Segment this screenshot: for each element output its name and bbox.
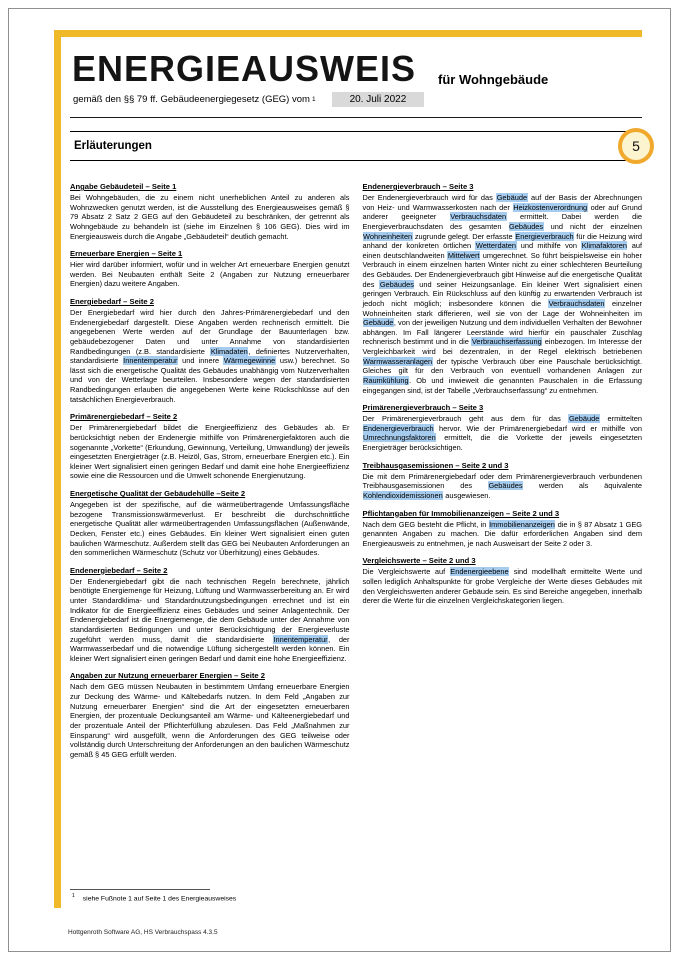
law-reference-row [73, 92, 424, 107]
field-highlight[interactable]: Immobilienanzeigen [489, 519, 555, 529]
field-highlight[interactable]: Umrechnungsfaktoren [363, 433, 436, 443]
field-highlight[interactable]: Wetterdaten [475, 241, 516, 251]
field-highlight[interactable]: Verbrauchsdaten [548, 298, 605, 308]
accent-bar-left [54, 30, 61, 908]
entry-body: Nach dem GEG besteht die Pflicht, in Immobilienanzeigen die in § 87 Absatz 1 GEG genannten Angaben zu machen. Die dafür erforderlichen Angaben sind dem Energieausweis zu entnehmen, je nach Ausweisart der Seite 2 oder 3. [362, 519, 642, 548]
column-left [70, 182, 350, 767]
entry-heading: Primärenergiebedarf – Seite 2 [70, 412, 178, 422]
entry-heading: Angabe Gebäudeteil – Seite 1 [70, 182, 177, 191]
field-highlight[interactable]: Mittelwert [447, 250, 480, 260]
entry-heading: Angaben zur Nutzung erneuerbarer Energien – Seite 2 [70, 671, 265, 681]
entry-body: Nach dem GEG müssen Neubauten in bestimmtem Umfang erneuerbare Energien zur Deckung des Wärme- und Kältebedarfs nutzen. In dem Feld „Angaben zur Nutzung erneuerbarer Energien“ sind die Art der eingesetzten erneuerbaren Energien, der prozentuale Deckungsanteil am Wärme- und Kälteenergiebedarf und der prozentuale Anteil der Pflichterfüllung abzulesen. Das Feld „Maßnahmen zur Einsparung“ wird ausgefüllt, wenn die Anforderungen des GEG teilweise oder vollständig durch Unterschreitung der Anforderungen an den baulichen Wärmeschutz gemäß § 45 GEG erfüllt werden. [70, 682, 350, 759]
field-highlight[interactable]: Verbrauchsdaten [450, 212, 507, 222]
issue-date-field[interactable]: 20. Juli 2022 [332, 92, 425, 107]
section-pflichtangaben-immobilienanzeigen [363, 509, 643, 549]
entry-body: Der Primärenergiebedarf bildet die Energieeffizienz des Gebäudes ab. Er berücksichtigt neben der Endenergie mithilfe von Primärenergiefaktoren auch die sogenannte „Vorkette“ (Erkundung, Gewinnung, Verteilung, Umwandlung) der jeweils eingesetzten Energieträger (z.B. Heizöl, Gas, Strom, erneuerbare Energien etc.). Ein kleiner Wert signalisiert einen geringen Bedarf und damit eine hohe Energieeffizienz sowie eine die Ressourcen und die Umwelt schonende Energienutzung. [70, 423, 350, 481]
field-highlight[interactable]: Innentemperatur [123, 356, 178, 366]
field-highlight[interactable]: Heizkostenverordnung [513, 202, 588, 212]
entry-heading: Treibhausgasemissionen – Seite 2 und 3 [362, 460, 509, 470]
section-primaerenergiebedarf [70, 412, 350, 481]
section-header-bar [70, 131, 642, 161]
section-title: Erläuterungen [74, 140, 152, 152]
field-highlight[interactable]: Gebäude [568, 414, 600, 424]
footnote [72, 893, 236, 902]
entry-heading: Pflichtangaben für Immobilienanzeigen – Seite 2 und 3 [362, 508, 560, 518]
document-title: ENERGIEAUSWEIS [72, 48, 417, 89]
entry-heading: Primärenergieverbrauch – Seite 3 [362, 403, 484, 413]
footnote-marker: 1 [311, 96, 316, 103]
field-highlight[interactable]: Kohlendioxidemissionen [363, 490, 443, 500]
document-subtitle: für Wohngebäude [438, 72, 549, 87]
field-highlight[interactable]: Raumkühlung [363, 375, 409, 385]
field-highlight[interactable]: Gebäudes [379, 279, 414, 289]
entry-body: Angegeben ist der spezifische, auf die wärmeübertragende Umfassungsfläche bezogene Transmissionswärmeverlust. Er beschreibt die durchschnittliche energetische Qualität aller wärmeübertragenden Umfassungsflächen (Außenwände, Decken, Fenster etc.) eines Gebäudes. Ein kleiner Wert signalisiert einen guten baulichen Wärmeschutz. Außerdem stellt das GEG bei Neubauten Anforderungen an den sommerlichen Wärmeschutz (Schutz vor Überhitzung) eines Gebäudes. [70, 500, 350, 558]
section-treibhausgasemissionen [363, 461, 643, 501]
field-highlight[interactable]: Gebäude [363, 318, 394, 328]
field-highlight[interactable]: Gebäudes [509, 221, 544, 231]
explanations-body [70, 182, 642, 767]
section-vergleichswerte [363, 556, 643, 606]
section-primaerenergieverbrauch [363, 403, 643, 453]
entry-heading: Energiebedarf – Seite 2 [70, 297, 154, 306]
field-highlight[interactable]: Klimafaktoren [581, 241, 627, 251]
entry-heading: Erneuerbare Energien – Seite 1 [70, 249, 183, 259]
field-highlight[interactable]: Endenergieverbrauch [363, 423, 434, 433]
field-highlight[interactable]: Endenergieebene [450, 567, 509, 577]
entry-body: Hier wird darüber informiert, wofür und in welcher Art erneuerbare Energien genutzt werden. Bei Neubauten enthält Seite 2 (Angaben zur Nutzung erneuerbarer Energien) dazu weitere Angaben. [70, 260, 350, 289]
entry-body: Der Primärenergieverbrauch geht aus dem für das Gebäude ermittelten Endenergieverbrauch hervor. Wie der Primärenergiebedarf wird er mithilfe von Umrechnungsfaktoren ermittelt, die die Vorkette der jeweils eingesetzten Energieträger berücksichtigen. [362, 414, 643, 452]
entry-heading: Endenergiebedarf – Seite 2 [70, 565, 168, 575]
entry-heading: Energetische Qualität der Gebäudehülle –Seite 2 [70, 489, 246, 498]
entry-heading: Vergleichswerte – Seite 2 und 3 [362, 556, 476, 566]
footnote-number: 1 [72, 893, 75, 899]
section-energetische-qualitaet-gebaeudehuelle [70, 489, 350, 558]
entry-body: Der Energiebedarf wird hier durch den Jahres-Primärenergiebedarf und den Endenergiebedarf dargestellt. Diese Angaben werden rechnerisch ermittelt. Die angegebenen Werte werden auf der Grundlage der Bauunterlagen bzw. gebäudebezogener Daten und unter Annahme von standardisierten Randbedingungen (z.B. standardisierte Klimadaten, definiertes Nutzerverhalten, standardisierte Innentemperatur und innere Wärmegewinne usw.) berechnet. So lässt sich die energetische Qualität des Gebäudes unabhängig vom Nutzerverhalten und von der Wetterlage beurteilen. Insbesondere wegen der standardisierten Randbedingungen erlauben die angegebenen Werte keine Rückschlüsse auf den tatsächlichen Energieverbrauch. [70, 308, 350, 404]
entry-body: Die mit dem Primärenergiebedarf oder dem Primärenergieverbrauch verbundenen Treibhausgasemissionen des Gebäudes werden als äquivalente Kohlendioxidemissionen ausgewiesen. [362, 471, 642, 500]
field-highlight[interactable]: Wärmegewinne [223, 356, 276, 366]
header-divider [70, 117, 642, 118]
field-highlight[interactable]: Wohneinheiten [363, 231, 413, 241]
section-endenergiebedarf [70, 566, 350, 664]
software-credit: Hottgenroth Software AG, HS Verbrauchspass 4.3.5 [68, 929, 218, 936]
section-erneuerbare-energien [70, 249, 350, 289]
accent-bar-top [54, 30, 642, 37]
column-right [363, 182, 643, 767]
field-highlight[interactable]: Gebäude [496, 193, 528, 202]
field-highlight[interactable]: Gebäudes [488, 481, 523, 491]
entry-heading: Endenergieverbrauch – Seite 3 [362, 182, 474, 191]
law-reference-text: gemäß den §§ 79 ff. Gebäudeenergiegesetz (GEG) vom [73, 94, 310, 105]
field-highlight[interactable]: Energieverbrauch [515, 231, 574, 241]
entry-body: Bei Wohngebäuden, die zu einem nicht unerheblichen Anteil zu anderen als Wohnzwecken genutzt werden, ist die Ausstellung des Energieausweises gemäß § 79 Absatz 2 Satz 2 GEG auf den Gebäudeteil zu beschränken, der getrennt als Wohngebäude zu behandeln ist (siehe im Einzelnen § 106 GEG). Dies wird im Energieausweis durch die Angabe „Gebäudeteil“ deutlich gemacht. [70, 193, 350, 241]
section-angaben-nutzung-erneuerbarer-energien [70, 671, 350, 759]
footnote-text: siehe Fußnote 1 auf Seite 1 des Energieausweises [82, 895, 237, 903]
field-highlight[interactable]: Innentemperatur [273, 634, 328, 644]
field-highlight[interactable]: Warmwasseranlagen [363, 356, 433, 366]
section-angabe-gebaeudeteil [70, 182, 350, 241]
entry-body: Der Endenergieverbrauch wird für das Gebäude auf der Basis der Abrechnungen von Heiz- und Warmwasserkosten nach der Heizkostenverordnung oder auf Grund anderer geeigneter Verbrauchsdaten ermittelt. Dabei werden die Energieverbrauchsdaten des gesamten Gebäudes und nicht der einzelnen Wohneinheiten zugrunde gelegt. Der erfasste Energieverbrauch für die Heizung wird anhand der konkreten örtlichen Wetterdaten und mithilfe von Klimafaktoren auf einen deutschlandweiten Mittelwert umgerechnet. So führt beispielsweise ein hoher Verbrauch in einem einzelnen harten Winter nicht zu einer schlechteren Beurteilung des Gebäudes. Der Endenergieverbrauch gibt Hinweise auf die energetische Qualität des Gebäudes und seiner Heizungsanlage. Ein kleiner Wert signalisiert einen geringen Verbrauch. Ein Rückschluss auf den künftig zu erwartenden Verbrauch ist jedoch nicht möglich; insbesondere können die Verbrauchsdaten einzelner Wohneinheiten stark differieren, weil sie von der Lage der Wohneinheiten im Gebäude, von der jeweiligen Nutzung und dem individuellen Verhalten der Bewohner abhängen. Im Fall längerer Leerstände wird hierfür ein pauschaler Zuschlag rechnerisch bestimmt und in die Verbrauchserfassung einbezogen. Im Interesse der Vergleichbarkeit wird bei dezentralen, in der Regel elektrisch betriebenen Warmwasseranlagen der typische Verbrauch über eine Pauschale berücksichtigt. Gleiches gilt für den Verbrauch von eventuell vorhandenen Anlagen zur Raumkühlung. Ob und inwieweit die genannten Pauschalen in die Erfassung eingegangen sind, ist der Tabelle „Verbrauchserfassung“ zu entnehmen. [362, 193, 643, 395]
page-number: 5 [632, 138, 640, 154]
footnote-divider [70, 889, 210, 890]
section-energiebedarf [70, 297, 350, 404]
entry-body: Der Endenergiebedarf gibt die nach technischen Regeln berechnete, jährlich benötigte Energiemenge für Heizung, Lüftung und Warmwasserbereitung an. Er wird unter Standardklima- und Standardnutzungsbedingungen errechnet und ist ein Indikator für die Energieeffizienz eines Gebäudes und seiner Anlagentechnik. Der Endenergiebedarf ist die Energiemenge, die dem Gebäude unter der Annahme von standardisierten Bedingungen und unter Berücksichtigung der Energieverluste zugeführt werden muss, damit die standardisierte Innentemperatur, der Warmwasserbedarf und die notwendige Lüftung sichergestellt werden können. Ein kleiner Wert signalisiert einen geringen Bedarf und damit eine hohe Energieeffizienz. [70, 576, 350, 663]
field-highlight[interactable]: Verbrauchserfassung [471, 337, 542, 347]
entry-body: Die Vergleichswerte auf Endenergieebene sind modellhaft ermittelte Werte und sollen lediglich Anhaltspunkte für grobe Vergleiche der Werte dieses Gebäudes mit den Vergleichswerten anderer Gebäude sein. Es sind Bereiche angegeben, innerhalb derer die Werte für die einzelnen Vergleichskategorien liegen. [362, 567, 642, 606]
page-number-badge [618, 128, 654, 164]
section-endenergieverbrauch [363, 182, 643, 395]
field-highlight[interactable]: Klimadaten [210, 346, 248, 356]
